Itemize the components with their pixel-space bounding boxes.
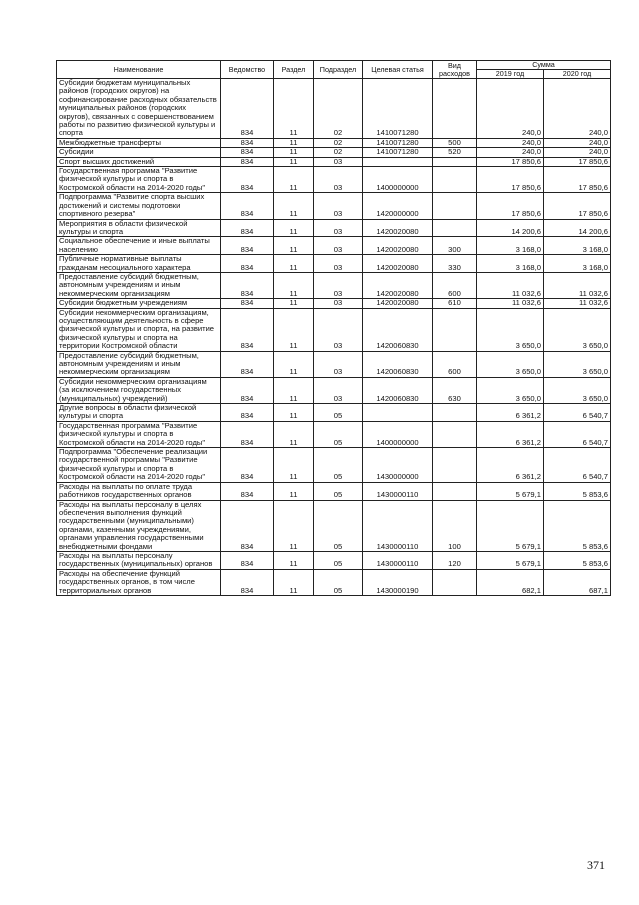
header-dept: Ведомство xyxy=(221,61,274,79)
table-row xyxy=(57,308,611,351)
row-exp-type-cell: 300 xyxy=(433,237,477,255)
row-section-cell: 11 xyxy=(274,421,314,447)
row-section-cell: 11 xyxy=(274,237,314,255)
row-target-cell: 1430000110 xyxy=(363,551,433,569)
row-2020-amount-cell: 17 850,6 xyxy=(544,157,611,166)
row-dept-cell: 834 xyxy=(221,404,274,422)
row-dept-cell: 834 xyxy=(221,421,274,447)
row-dept-cell: 834 xyxy=(221,237,274,255)
row-target-cell xyxy=(363,157,433,166)
row-exp-type-cell xyxy=(433,569,477,595)
row-name-cell: Субсидии xyxy=(57,148,221,157)
row-target-cell: 1430000000 xyxy=(363,448,433,483)
row-2020-amount-cell: 14 200,6 xyxy=(544,219,611,237)
row-target-cell: 1400000000 xyxy=(363,421,433,447)
row-dept-cell: 834 xyxy=(221,299,274,308)
row-name-cell: Социальное обеспечение и иные выплаты населению xyxy=(57,237,221,255)
row-name-cell: Предоставление субсидий бюджетным, автономным учреждениям и иным некоммерческим организациям xyxy=(57,351,221,377)
row-dept-cell: 834 xyxy=(221,255,274,273)
table-row xyxy=(57,148,611,157)
header-year-2020: 2020 год xyxy=(544,70,611,79)
row-subsection-cell: 02 xyxy=(314,138,363,147)
row-2019-amount-cell: 682,1 xyxy=(477,569,544,595)
row-2019-amount-cell: 17 850,6 xyxy=(477,167,544,193)
row-exp-type-cell: 630 xyxy=(433,377,477,403)
table-row xyxy=(57,482,611,500)
table-row xyxy=(57,500,611,551)
table-row xyxy=(57,404,611,422)
header-section: Раздел xyxy=(274,61,314,79)
row-2020-amount-cell: 17 850,6 xyxy=(544,193,611,219)
table-row xyxy=(57,167,611,193)
row-2020-amount-cell: 6 540,7 xyxy=(544,404,611,422)
row-2020-amount-cell: 6 540,7 xyxy=(544,448,611,483)
header-year-2019: 2019 год xyxy=(477,70,544,79)
row-name-cell: Расходы на выплаты персоналу государственных (муниципальных) органов xyxy=(57,551,221,569)
row-dept-cell: 834 xyxy=(221,551,274,569)
row-subsection-cell: 03 xyxy=(314,351,363,377)
row-target-cell xyxy=(363,404,433,422)
row-subsection-cell: 03 xyxy=(314,193,363,219)
row-target-cell: 1410071280 xyxy=(363,79,433,139)
row-exp-type-cell: 520 xyxy=(433,148,477,157)
row-name-cell: Мероприятия в области физической культуры и спорта xyxy=(57,219,221,237)
row-2019-amount-cell: 6 361,2 xyxy=(477,404,544,422)
row-target-cell: 1430000110 xyxy=(363,500,433,551)
row-dept-cell: 834 xyxy=(221,138,274,147)
row-target-cell: 1400000000 xyxy=(363,167,433,193)
row-2019-amount-cell: 17 850,6 xyxy=(477,157,544,166)
row-exp-type-cell: 500 xyxy=(433,138,477,147)
row-dept-cell: 834 xyxy=(221,148,274,157)
row-dept-cell: 834 xyxy=(221,157,274,166)
row-subsection-cell: 03 xyxy=(314,237,363,255)
row-exp-type-cell xyxy=(433,167,477,193)
row-section-cell: 11 xyxy=(274,448,314,483)
table-row xyxy=(57,219,611,237)
row-exp-type-cell: 120 xyxy=(433,551,477,569)
row-2019-amount-cell: 3 168,0 xyxy=(477,255,544,273)
row-exp-type-cell xyxy=(433,157,477,166)
budget-table xyxy=(56,60,611,596)
row-2019-amount-cell: 240,0 xyxy=(477,79,544,139)
row-name-cell: Государственная программа "Развитие физической культуры и спорта в Костромской области на 2014-2020 годы" xyxy=(57,421,221,447)
header-name: Наименование xyxy=(57,61,221,79)
row-subsection-cell: 03 xyxy=(314,299,363,308)
row-subsection-cell: 05 xyxy=(314,569,363,595)
table-row xyxy=(57,448,611,483)
table-row xyxy=(57,237,611,255)
row-exp-type-cell xyxy=(433,79,477,139)
row-name-cell: Публичные нормативные выплаты гражданам несоциального характера xyxy=(57,255,221,273)
row-target-cell: 1420000000 xyxy=(363,193,433,219)
row-exp-type-cell: 330 xyxy=(433,255,477,273)
table-row xyxy=(57,255,611,273)
header-target: Целевая статья xyxy=(363,61,433,79)
row-2020-amount-cell: 5 853,6 xyxy=(544,500,611,551)
header-subsection: Подраздел xyxy=(314,61,363,79)
row-section-cell: 11 xyxy=(274,255,314,273)
row-2020-amount-cell: 3 168,0 xyxy=(544,237,611,255)
table-row xyxy=(57,351,611,377)
row-target-cell: 1410071280 xyxy=(363,148,433,157)
table-row xyxy=(57,299,611,308)
row-subsection-cell: 02 xyxy=(314,148,363,157)
row-target-cell: 1420060830 xyxy=(363,377,433,403)
row-subsection-cell: 05 xyxy=(314,404,363,422)
row-name-cell: Субсидии некоммерческим организациям, осуществляющим деятельность в сфере физической культуры и спорта, на развитие физической культуры и спорта на территории Костромской области xyxy=(57,308,221,351)
row-2019-amount-cell: 240,0 xyxy=(477,138,544,147)
row-2019-amount-cell: 6 361,2 xyxy=(477,421,544,447)
row-subsection-cell: 02 xyxy=(314,79,363,139)
row-name-cell: Государственная программа "Развитие физической культуры и спорта в Костромской области на 2014-2020 годы" xyxy=(57,167,221,193)
row-section-cell: 11 xyxy=(274,308,314,351)
row-2020-amount-cell: 6 540,7 xyxy=(544,421,611,447)
row-dept-cell: 834 xyxy=(221,351,274,377)
row-subsection-cell: 05 xyxy=(314,500,363,551)
row-target-cell: 1430000190 xyxy=(363,569,433,595)
row-exp-type-cell xyxy=(433,482,477,500)
row-section-cell: 11 xyxy=(274,272,314,298)
row-name-cell: Спорт высших достижений xyxy=(57,157,221,166)
row-exp-type-cell xyxy=(433,404,477,422)
row-exp-type-cell xyxy=(433,308,477,351)
row-2019-amount-cell: 5 679,1 xyxy=(477,551,544,569)
row-subsection-cell: 03 xyxy=(314,377,363,403)
row-2019-amount-cell: 11 032,6 xyxy=(477,299,544,308)
row-2019-amount-cell: 3 650,0 xyxy=(477,308,544,351)
row-name-cell: Подпрограмма "Развитие спорта высших достижений и системы подготовки спортивного резерва" xyxy=(57,193,221,219)
row-dept-cell: 834 xyxy=(221,569,274,595)
row-dept-cell: 834 xyxy=(221,482,274,500)
row-name-cell: Субсидии бюджетам муниципальных районов (городских округов) на софинансирование расходных обязательств муниципальных районов (городских округов), связанных с совершенствованием работы по развитию физической культуры и спорта xyxy=(57,79,221,139)
table-row xyxy=(57,421,611,447)
row-section-cell: 11 xyxy=(274,377,314,403)
row-subsection-cell: 03 xyxy=(314,167,363,193)
row-2019-amount-cell: 14 200,6 xyxy=(477,219,544,237)
row-dept-cell: 834 xyxy=(221,219,274,237)
row-name-cell: Другие вопросы в области физической культуры и спорта xyxy=(57,404,221,422)
row-name-cell: Расходы на обеспечение функций государственных органов, в том числе территориальных органов xyxy=(57,569,221,595)
row-subsection-cell: 03 xyxy=(314,157,363,166)
row-2020-amount-cell: 3 650,0 xyxy=(544,377,611,403)
row-target-cell: 1430000110 xyxy=(363,482,433,500)
table-row xyxy=(57,569,611,595)
row-name-cell: Предоставление субсидий бюджетным, автономным учреждениям и иным некоммерческим организациям xyxy=(57,272,221,298)
row-exp-type-cell: 600 xyxy=(433,351,477,377)
row-2019-amount-cell: 3 650,0 xyxy=(477,351,544,377)
row-2020-amount-cell: 5 853,6 xyxy=(544,482,611,500)
row-target-cell: 1420020080 xyxy=(363,255,433,273)
row-section-cell: 11 xyxy=(274,482,314,500)
row-subsection-cell: 03 xyxy=(314,219,363,237)
row-section-cell: 11 xyxy=(274,500,314,551)
row-subsection-cell: 03 xyxy=(314,308,363,351)
row-section-cell: 11 xyxy=(274,551,314,569)
row-section-cell: 11 xyxy=(274,167,314,193)
row-dept-cell: 834 xyxy=(221,272,274,298)
header-sum: Сумма xyxy=(477,61,611,70)
row-target-cell: 1420020080 xyxy=(363,237,433,255)
row-subsection-cell: 03 xyxy=(314,272,363,298)
row-2020-amount-cell: 17 850,6 xyxy=(544,167,611,193)
row-2020-amount-cell: 3 650,0 xyxy=(544,351,611,377)
row-subsection-cell: 05 xyxy=(314,421,363,447)
row-2019-amount-cell: 5 679,1 xyxy=(477,500,544,551)
row-section-cell: 11 xyxy=(274,404,314,422)
row-2020-amount-cell: 687,1 xyxy=(544,569,611,595)
row-section-cell: 11 xyxy=(274,193,314,219)
row-section-cell: 11 xyxy=(274,148,314,157)
row-2020-amount-cell: 240,0 xyxy=(544,148,611,157)
row-2020-amount-cell: 3 650,0 xyxy=(544,308,611,351)
row-dept-cell: 834 xyxy=(221,500,274,551)
row-name-cell: Расходы на выплаты персоналу в целях обеспечения выполнения функций государственными (муниципальными) органами, казенными учреждениями, органами управления государственными внебюджетными фондами xyxy=(57,500,221,551)
page-number: 371 xyxy=(587,858,605,872)
row-exp-type-cell: 610 xyxy=(433,299,477,308)
row-target-cell: 1410071280 xyxy=(363,138,433,147)
row-dept-cell: 834 xyxy=(221,193,274,219)
row-name-cell: Субсидии некоммерческим организациям (за исключением государственных (муниципальных) учреждений) xyxy=(57,377,221,403)
row-dept-cell: 834 xyxy=(221,308,274,351)
row-exp-type-cell xyxy=(433,193,477,219)
row-2020-amount-cell: 240,0 xyxy=(544,79,611,139)
row-exp-type-cell xyxy=(433,219,477,237)
row-2019-amount-cell: 3 650,0 xyxy=(477,377,544,403)
row-2019-amount-cell: 3 168,0 xyxy=(477,237,544,255)
row-exp-type-cell xyxy=(433,421,477,447)
row-target-cell: 1420020080 xyxy=(363,299,433,308)
table-row xyxy=(57,551,611,569)
row-dept-cell: 834 xyxy=(221,79,274,139)
row-subsection-cell: 05 xyxy=(314,551,363,569)
row-subsection-cell: 05 xyxy=(314,482,363,500)
row-dept-cell: 834 xyxy=(221,377,274,403)
row-subsection-cell: 05 xyxy=(314,448,363,483)
row-2020-amount-cell: 240,0 xyxy=(544,138,611,147)
row-name-cell: Субсидии бюджетным учреждениям xyxy=(57,299,221,308)
row-section-cell: 11 xyxy=(274,219,314,237)
row-2019-amount-cell: 17 850,6 xyxy=(477,193,544,219)
table-header-row xyxy=(57,61,611,70)
row-target-cell: 1420020080 xyxy=(363,219,433,237)
table-body xyxy=(57,79,611,596)
row-section-cell: 11 xyxy=(274,79,314,139)
row-2019-amount-cell: 6 361,2 xyxy=(477,448,544,483)
row-dept-cell: 834 xyxy=(221,167,274,193)
row-2019-amount-cell: 5 679,1 xyxy=(477,482,544,500)
row-section-cell: 11 xyxy=(274,157,314,166)
row-subsection-cell: 03 xyxy=(314,255,363,273)
row-exp-type-cell: 600 xyxy=(433,272,477,298)
row-2020-amount-cell: 5 853,6 xyxy=(544,551,611,569)
table-row xyxy=(57,377,611,403)
row-name-cell: Расходы на выплаты по оплате труда работников государственных органов xyxy=(57,482,221,500)
row-target-cell: 1420020080 xyxy=(363,272,433,298)
row-exp-type-cell: 100 xyxy=(433,500,477,551)
row-2019-amount-cell: 240,0 xyxy=(477,148,544,157)
row-section-cell: 11 xyxy=(274,138,314,147)
row-dept-cell: 834 xyxy=(221,448,274,483)
row-2020-amount-cell: 3 168,0 xyxy=(544,255,611,273)
row-section-cell: 11 xyxy=(274,351,314,377)
row-2019-amount-cell: 11 032,6 xyxy=(477,272,544,298)
row-target-cell: 1420060830 xyxy=(363,351,433,377)
row-exp-type-cell xyxy=(433,448,477,483)
header-exp-type: Вид расходов xyxy=(433,61,477,79)
row-target-cell: 1420060830 xyxy=(363,308,433,351)
table-row xyxy=(57,193,611,219)
row-name-cell: Подпрограмма "Обеспечение реализации государственной программы "Развитие физической культуры и спорта в Костромской области на 2014-2020 годы" xyxy=(57,448,221,483)
row-section-cell: 11 xyxy=(274,569,314,595)
table-row xyxy=(57,272,611,298)
row-2020-amount-cell: 11 032,6 xyxy=(544,272,611,298)
row-section-cell: 11 xyxy=(274,299,314,308)
row-name-cell: Межбюджетные трансферты xyxy=(57,138,221,147)
table-row xyxy=(57,79,611,139)
row-2020-amount-cell: 11 032,6 xyxy=(544,299,611,308)
